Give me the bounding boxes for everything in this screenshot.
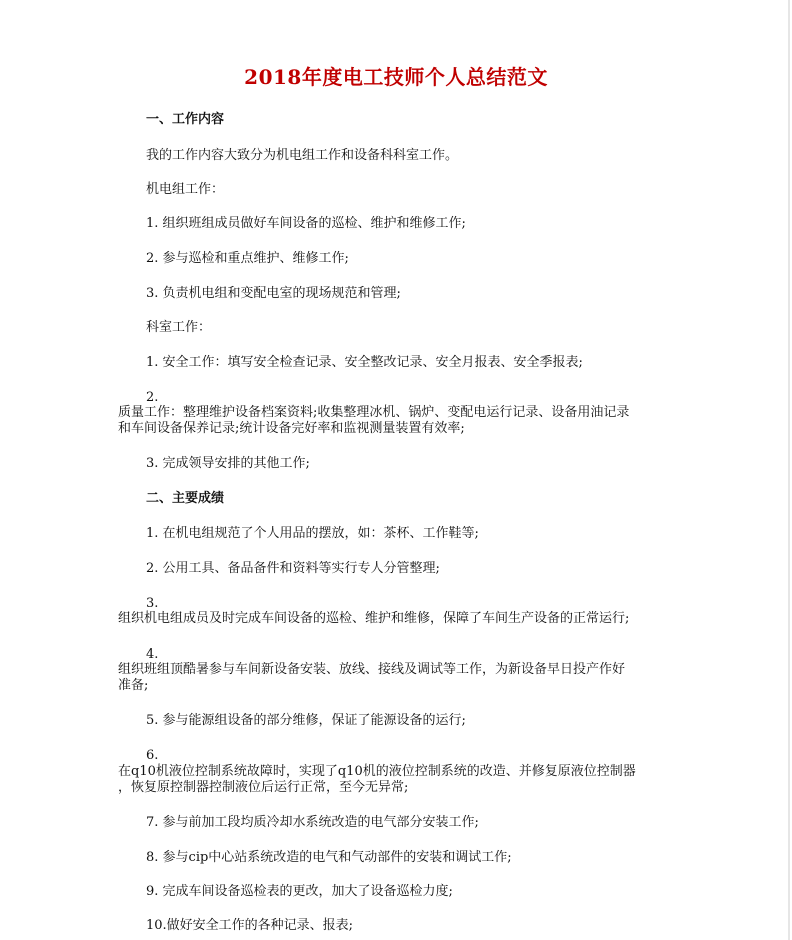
office-item-safety: 1. 安全工作：填写安全检查记录、安全整改记录、安全月报表、安全季报表;	[146, 355, 583, 370]
achievement-item-line: 组织班组顶酷暑参与车间新设备安装、放线、接线及调试等工作，为新设备早日投产作好	[118, 662, 626, 677]
work-content-intro: 我的工作内容大致分为机电组工作和设备科科室工作。	[146, 148, 459, 163]
group-label-office: 科室工作：	[146, 320, 212, 335]
office-item-quality-line: 质量工作：整理维护设备档案资料;收集整理冰机、锅炉、变配电运行记录、设备用油记录	[118, 405, 630, 420]
achievement-item-number: 3.	[146, 596, 159, 611]
achievement-item-line: 组织机电组成员及时完成车间设备的巡检、维护和维修，保障了车间生产设备的正常运行;	[118, 611, 630, 626]
achievement-item: 10.做好安全工作的各种记录、报表;	[146, 918, 354, 933]
document-title: 2018年度电工技师个人总结范文	[244, 65, 548, 89]
work-item: 3. 负责机电组和变配电室的现场规范和管理;	[146, 286, 401, 301]
page-edge-divider	[788, 0, 790, 940]
achievement-item: 5. 参与能源组设备的部分维修，保证了能源设备的运行;	[146, 713, 466, 728]
achievement-item: 9. 完成车间设备巡检表的更改，加大了设备巡检力度;	[146, 884, 453, 899]
achievement-item-line: ，恢复原控制器控制液位后运行正常，至今无异常;	[118, 780, 409, 795]
achievement-item: 8. 参与cip中心站系统改造的电气和气动部件的安装和调试工作;	[146, 850, 512, 865]
office-item-quality-line: 和车间设备保养记录;统计设备完好率和监视测量装置有效率;	[118, 421, 465, 436]
achievement-item: 1. 在机电组规范了个人用品的摆放，如：茶杯、工作鞋等;	[146, 526, 479, 541]
group-label-electromechanical: 机电组工作：	[146, 182, 225, 197]
achievement-item-number: 6.	[146, 748, 159, 763]
achievement-item-line: 准备;	[118, 678, 149, 693]
achievement-item: 2. 公用工具、备品备件和资料等实行专人分管整理;	[146, 561, 440, 576]
achievement-item-line: 在q10机液位控制系统故障时，实现了q10机的液位控制系统的改造、并修复原液位控制器	[118, 764, 636, 779]
achievement-item: 7. 参与前加工段均质冷却水系统改造的电气部分安装工作;	[146, 815, 479, 830]
section-heading-achievements: 二、主要成绩	[146, 491, 225, 506]
work-item: 2. 参与巡检和重点维护、维修工作;	[146, 251, 349, 266]
office-item-leader: 3. 完成领导安排的其他工作;	[146, 456, 310, 471]
achievement-item-number: 4.	[146, 647, 159, 662]
work-item: 1. 组织班组成员做好车间设备的巡检、维护和维修工作;	[146, 216, 466, 231]
section-heading-work-content: 一、工作内容	[146, 112, 225, 127]
office-item-quality-number: 2.	[146, 390, 159, 405]
